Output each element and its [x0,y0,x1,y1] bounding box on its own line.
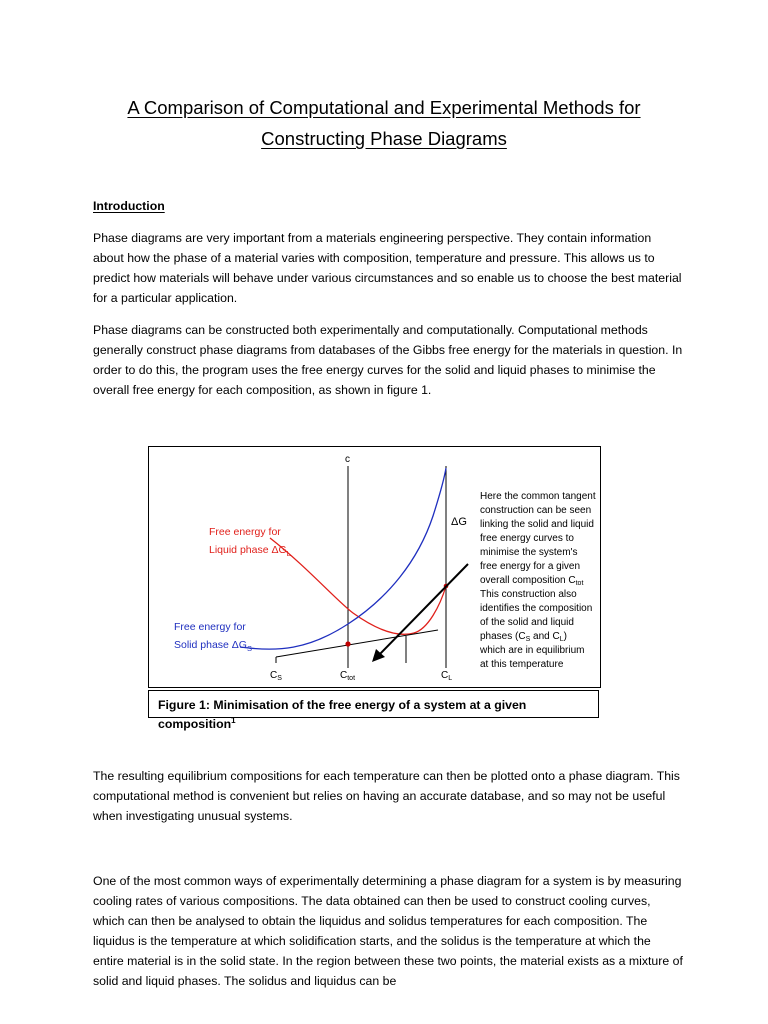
svg-text:minimise the system's: minimise the system's [480,547,578,558]
svg-text:Here the common tangent: Here the common tangent [480,491,596,502]
svg-text:free energy curves to: free energy curves to [480,533,574,544]
document-title [60,92,708,154]
svg-text:linking the solid and liquid: linking the solid and liquid [480,519,594,530]
title-line-1: A Comparison of Computational and Experimental Methods for [127,97,641,118]
solid-label-line-2: Solid phase $\Delta G_S$ [174,639,252,653]
paragraph-2: Phase diagrams can be constructed both experimentally and computationally. Computational methods generally construct phase diagrams from databases of the Gibbs free energy for the materials in question. In order to do this, the program uses the free energy curves for the solid and liquid phases to minimise the overall free energy for each composition, as shown in figure 1. [93,323,683,397]
paragraph-1: Phase diagrams are very important from a materials engineering perspective. They contain information about how the phase of a material varies with composition, temperature and pressure. This allows us to predict how materials will behave under various circumstances and so enable us to choose the best material for a particular application. [93,231,682,305]
svg-text:identifies the composition: identifies the composition [480,603,593,614]
svg-text:This construction also: This construction also [480,589,577,600]
liquid-label-line-2: Liquid phase $\Delta G_L$ [209,544,291,558]
free-energy-diagram [148,446,601,690]
figure-1 [148,446,601,732]
equilibrium-point [345,641,350,646]
svg-text:of the solid and liquid: of the solid and liquid [480,617,574,628]
svg-text:which are in equilibrium: which are in equilibrium [480,645,585,656]
svg-text:free energy for a given: free energy for a given [480,561,581,572]
figure-caption-box [148,690,599,732]
solid-label-line-1: Free energy for [174,621,246,633]
dg-axis-label: ΔG [451,516,467,528]
tick-label-cl: $C_L$ [441,670,453,682]
liquid-label-line-1: Free energy for [209,526,281,538]
title-line-2: Constructing Phase Diagrams [261,128,507,149]
paragraph-3: The resulting equilibrium compositions for each temperature can then be plotted onto a phase diagram. This computational method is convenient but relies on having an accurate database, and so may not be useful when investigating unusual systems. [93,769,680,823]
tick-label-ctot: $C_{tot}$ [340,670,356,682]
svg-text:phases (CS and CL): phases ($C_S$ and $C_L$) [480,631,567,643]
paragraph-4: One of the most common ways of experimentally determining a phase diagram for a system is by measuring cooling rates of various compositions. The data obtained can then be used to construct cooling curves, which can then be analysed to obtain the liquidus and solidus temperatures for each composition. The liquidus is the temperature at which solidification starts, and the solidus is the temperature at which the entire material is in the solid state. In the region between these two points, the material exists as a mixture of solid and liquid phases. The solidus and liquidus can be [93,874,683,988]
tick-label-cs: $C_S$ [270,670,282,682]
svg-text:overall composition Ctot: overall composition $C_{tot}$ [480,575,584,587]
svg-text:construction can be seen: construction can be seen [480,505,592,516]
c-axis-label: c [345,454,350,465]
figure-caption: Figure 1: Minimisation of the free energy of a system at a given composition$^1$ [158,698,527,732]
svg-text:at this temperature: at this temperature [480,659,564,670]
section-heading-introduction: Introduction [93,199,165,213]
